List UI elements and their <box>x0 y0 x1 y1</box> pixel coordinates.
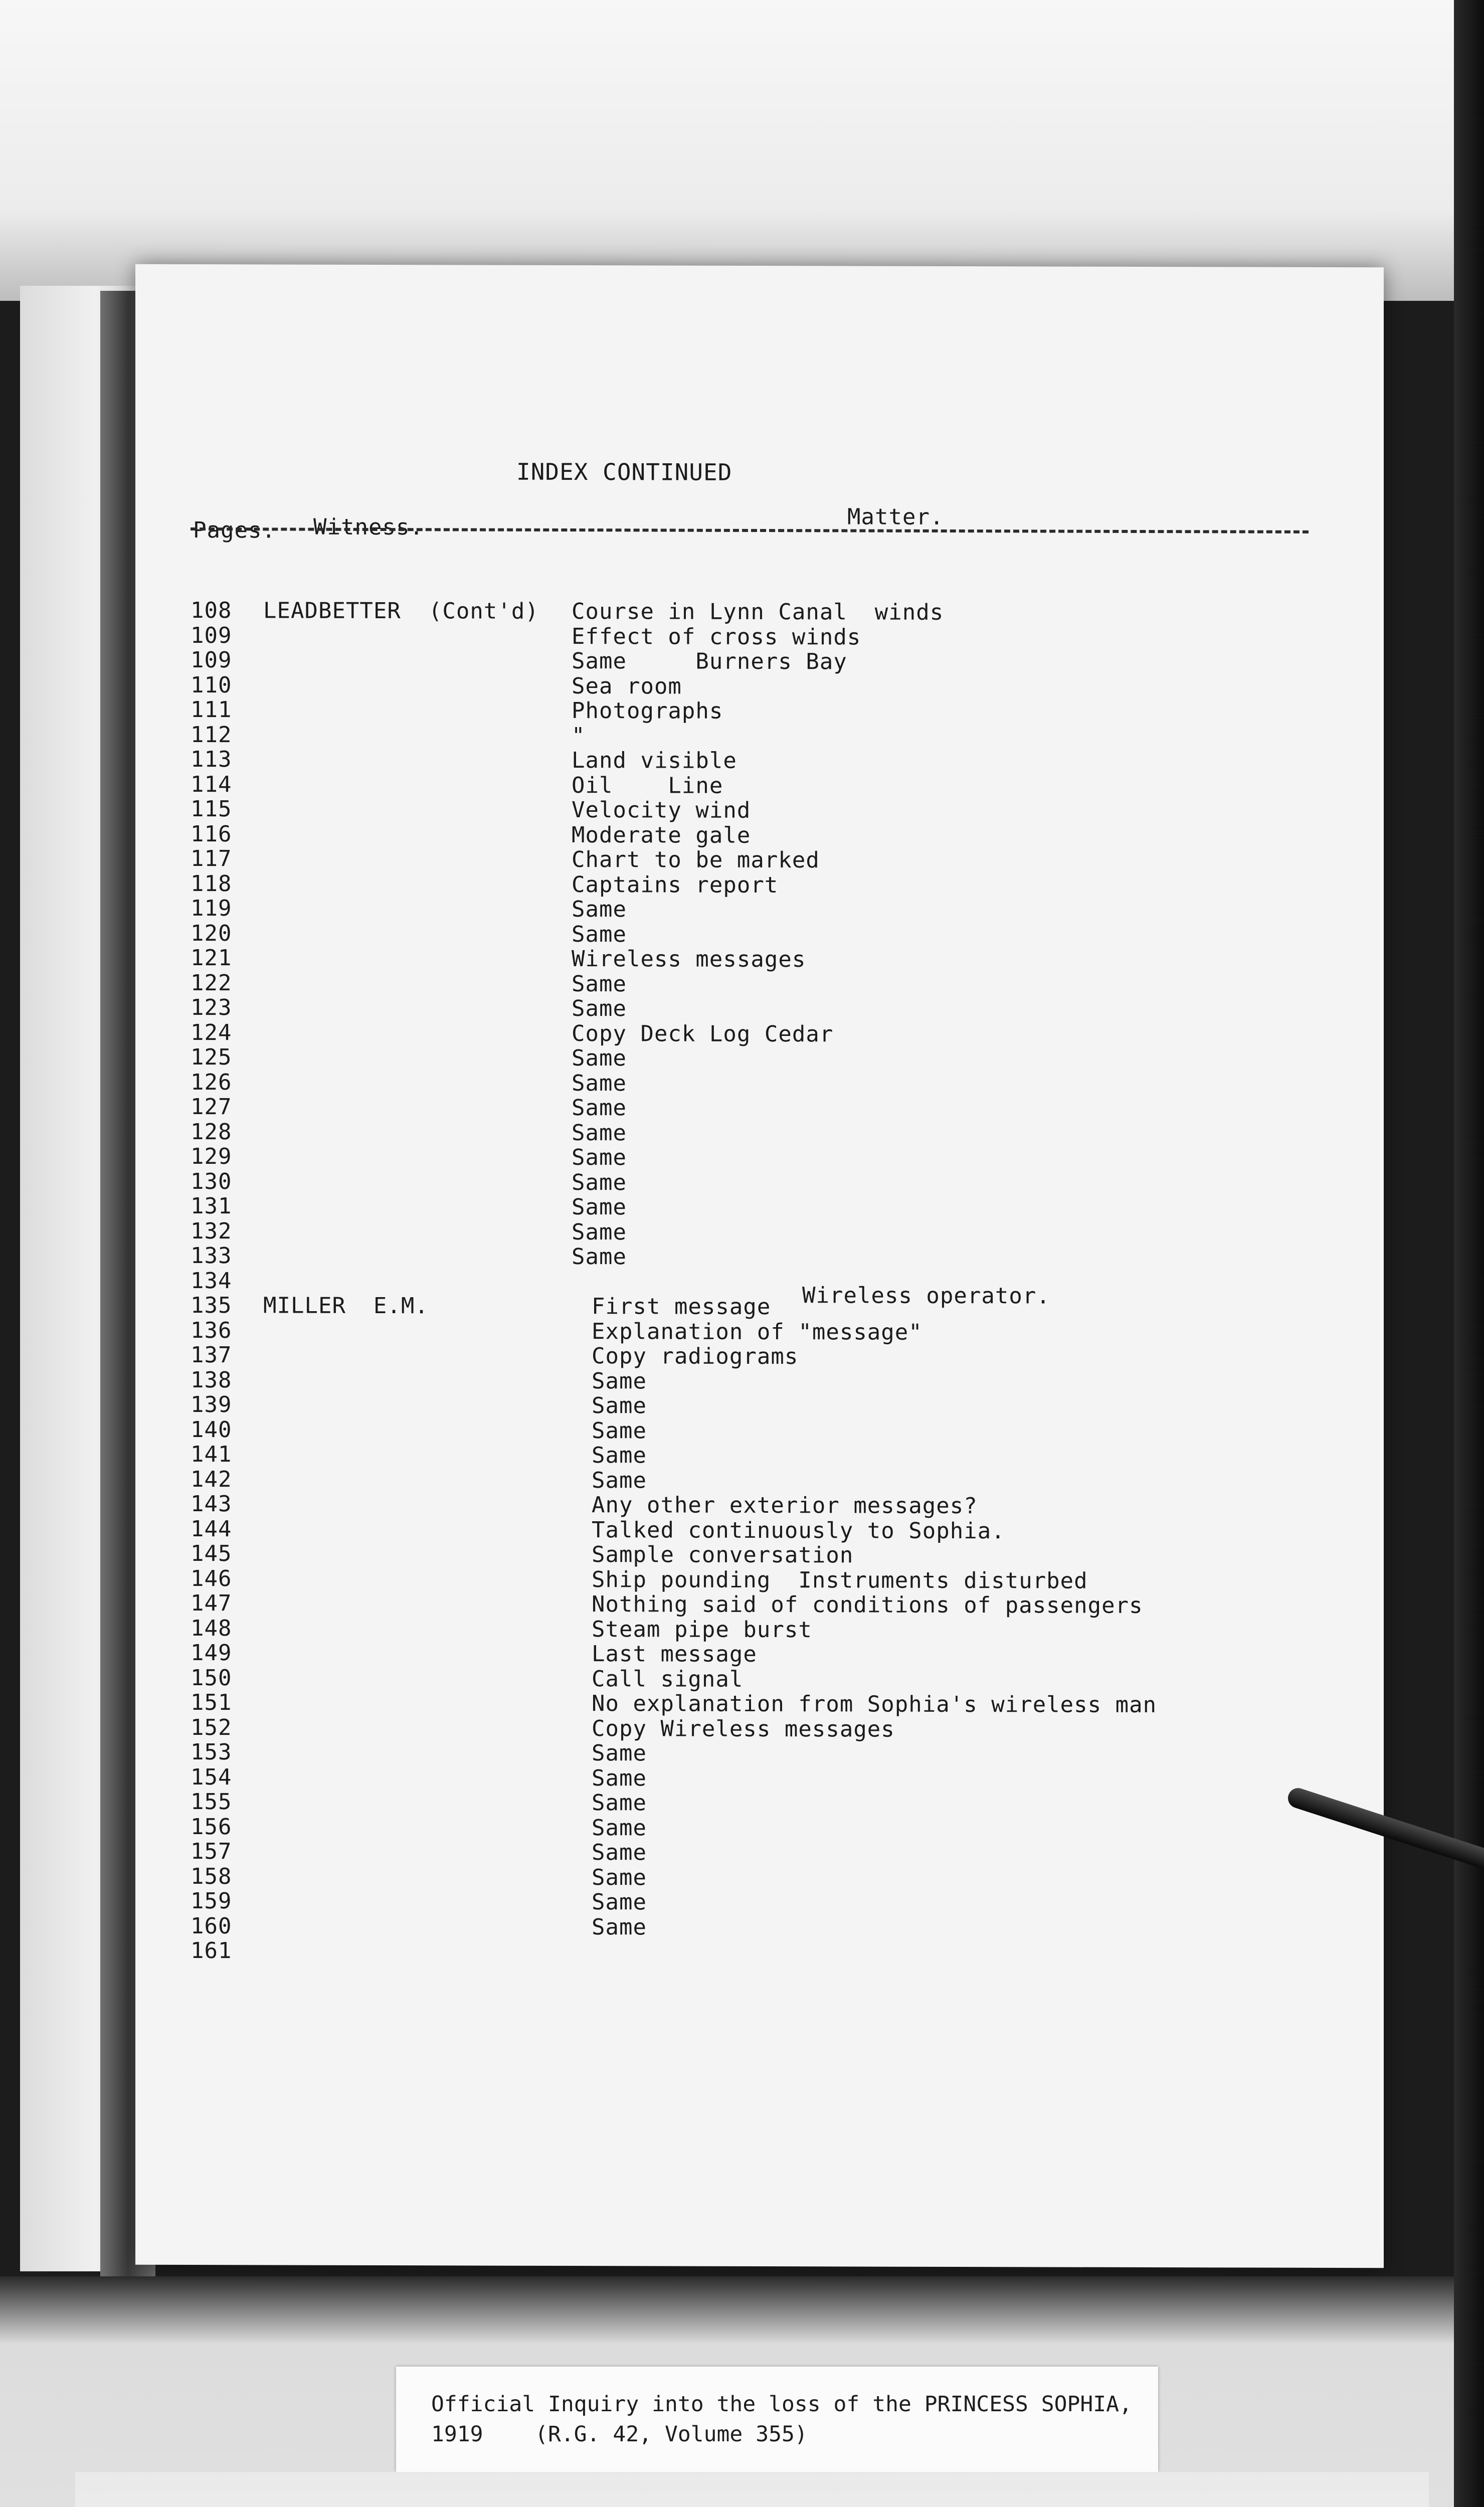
index-row <box>191 1144 1359 1172</box>
row-page-number: 122 <box>191 970 232 996</box>
index-row <box>191 1020 1359 1048</box>
row-matter: Same <box>572 996 627 1022</box>
index-row <box>191 772 1359 800</box>
index-row <box>191 846 1359 874</box>
row-matter: Copy Deck Log Cedar <box>572 1020 834 1047</box>
index-row <box>191 1417 1359 1445</box>
index-row <box>191 1814 1359 1842</box>
column-header-pages: Pages. <box>193 517 276 544</box>
row-matter: Chart to be marked <box>572 847 820 873</box>
index-row <box>191 1467 1359 1495</box>
row-page-number: 139 <box>191 1392 232 1418</box>
row-page-number: 111 <box>191 697 232 723</box>
row-matter: Same <box>592 1740 647 1766</box>
row-page-number: 150 <box>191 1665 232 1691</box>
column-header-witness: Witness. <box>313 514 424 541</box>
index-row <box>191 1913 1359 1941</box>
index-row <box>191 1888 1359 1916</box>
row-matter: Same <box>572 1095 627 1121</box>
row-page-number: 129 <box>191 1144 232 1170</box>
row-matter: Moderate gale <box>572 822 751 848</box>
row-matter: Copy Wireless messages <box>592 1715 895 1742</box>
row-matter: Call signal <box>592 1666 744 1692</box>
row-matter: Steam pipe burst <box>592 1616 812 1643</box>
row-page-number: 113 <box>191 747 232 773</box>
row-page-number: 145 <box>191 1541 232 1567</box>
row-page-number: 115 <box>191 796 232 822</box>
row-matter: Same <box>572 971 627 997</box>
row-matter: Same <box>572 921 627 947</box>
row-matter: Last message <box>592 1641 757 1667</box>
row-matter: Same <box>572 897 627 923</box>
index-row <box>191 623 1359 651</box>
row-matter: Same <box>572 1045 627 1071</box>
index-row <box>191 995 1359 1023</box>
row-page-number: 133 <box>191 1243 232 1269</box>
row-matter: Photographs <box>572 698 723 724</box>
row-page-number: 123 <box>191 995 232 1021</box>
row-matter: Same <box>592 1840 647 1866</box>
row-matter: Same <box>572 1244 627 1270</box>
row-matter: Ship pounding Instruments disturbed <box>592 1566 1088 1594</box>
caption-line-1: Official Inquiry into the loss of the PRINCESS SOPHIA, <box>431 2392 1132 2417</box>
row-matter: Talked continuously to Sophia. <box>592 1517 1005 1544</box>
index-row <box>191 1715 1359 1743</box>
row-matter: Same <box>592 1765 647 1791</box>
index-row <box>191 945 1359 973</box>
row-matter: Nothing said of conditions of passengers <box>592 1591 1143 1619</box>
row-page-number: 121 <box>191 945 232 971</box>
index-row <box>191 1293 1359 1321</box>
index-row <box>191 697 1359 725</box>
row-page-number: 161 <box>191 1938 232 1964</box>
row-page-number: 136 <box>191 1317 232 1343</box>
row-matter: Any other exterior messages? <box>592 1492 978 1519</box>
row-matter: Same <box>572 1169 627 1195</box>
row-page-number: 116 <box>191 821 232 847</box>
row-page-number: 151 <box>191 1690 232 1716</box>
row-page-number: 147 <box>191 1590 232 1617</box>
row-matter: Same <box>592 1417 647 1444</box>
row-page-number: 159 <box>191 1888 232 1914</box>
row-matter: Same <box>572 1145 627 1171</box>
index-row <box>191 1169 1359 1197</box>
index-row <box>191 1392 1359 1420</box>
row-page-number: 137 <box>191 1342 232 1368</box>
row-matter: Same <box>572 1219 627 1245</box>
row-page-number: 158 <box>191 1863 232 1889</box>
row-page-number: 110 <box>191 672 232 698</box>
index-row <box>191 970 1359 998</box>
row-page-number: 125 <box>191 1044 232 1070</box>
row-matter: Oil Line <box>572 772 723 799</box>
row-note: Wireless operator. <box>802 1282 1050 1309</box>
row-matter: Same <box>592 1889 647 1915</box>
row-page-number: 140 <box>191 1416 232 1443</box>
index-row <box>191 1516 1359 1544</box>
index-row <box>191 1864 1359 1892</box>
row-page-number: 160 <box>191 1913 232 1939</box>
row-page-number: 131 <box>191 1193 232 1219</box>
row-page-number: 117 <box>191 846 232 872</box>
index-row <box>191 647 1359 675</box>
row-matter: No explanation from Sophia's wireless man <box>592 1691 1157 1718</box>
index-row <box>191 1616 1359 1644</box>
index-row <box>191 1218 1359 1246</box>
row-page-number: 141 <box>191 1442 232 1468</box>
index-row <box>191 1193 1359 1221</box>
index-row <box>191 1566 1359 1594</box>
row-matter: Same <box>572 1194 627 1220</box>
archive-card <box>75 2472 1429 2507</box>
index-row <box>191 1839 1359 1867</box>
row-matter: Same <box>572 1070 627 1096</box>
index-row <box>191 672 1359 700</box>
row-page-number: 112 <box>191 722 232 748</box>
row-page-number: 109 <box>191 647 232 673</box>
row-page-number: 120 <box>191 920 232 946</box>
row-matter: Same <box>592 1393 647 1419</box>
index-row <box>191 1665 1359 1693</box>
sheet-heading: INDEX CONTINUED <box>516 458 732 486</box>
row-page-number: 143 <box>191 1491 232 1517</box>
row-matter: Same <box>592 1790 647 1816</box>
index-row <box>191 1491 1359 1519</box>
index-row <box>191 1367 1359 1395</box>
index-row <box>191 1690 1359 1718</box>
row-page-number: 148 <box>191 1615 232 1641</box>
row-matter: Copy radiograms <box>592 1343 799 1370</box>
index-row <box>191 1789 1359 1817</box>
index-rows <box>191 598 1359 1966</box>
row-page-number: 109 <box>191 622 232 648</box>
index-row <box>191 1243 1359 1271</box>
index-sheet <box>135 264 1384 2268</box>
row-matter: Same <box>592 1864 647 1890</box>
row-matter: " <box>572 723 586 749</box>
row-matter: Same Burners Bay <box>572 648 847 675</box>
row-page-number: 130 <box>191 1168 232 1194</box>
row-matter: Same <box>592 1443 647 1469</box>
row-page-number: 135 <box>191 1293 232 1319</box>
index-row <box>191 1119 1359 1147</box>
row-matter: Same <box>592 1914 647 1940</box>
row-page-number: 157 <box>191 1839 232 1865</box>
row-page-number: 118 <box>191 870 232 897</box>
row-page-number: 149 <box>191 1640 232 1666</box>
index-row <box>191 598 1359 626</box>
row-page-number: 128 <box>191 1119 232 1145</box>
row-page-number: 132 <box>191 1218 232 1244</box>
index-row <box>191 896 1359 924</box>
row-page-number: 134 <box>191 1268 232 1294</box>
index-row <box>191 1094 1359 1122</box>
row-page-number: 154 <box>191 1764 232 1790</box>
row-page-number: 142 <box>191 1466 232 1492</box>
row-page-number: 126 <box>191 1069 232 1095</box>
index-row <box>191 1541 1359 1569</box>
row-page-number: 153 <box>191 1739 232 1765</box>
index-row <box>191 722 1359 750</box>
row-page-number: 127 <box>191 1094 232 1120</box>
row-matter: Explanation of "message" <box>592 1318 922 1345</box>
row-matter: Same <box>592 1815 647 1841</box>
index-row <box>191 921 1359 949</box>
index-row <box>191 747 1359 775</box>
row-matter: Sea room <box>572 673 682 699</box>
index-row <box>191 821 1359 849</box>
column-header-matter: Matter. <box>847 504 944 530</box>
row-page-number: 114 <box>191 771 232 797</box>
index-row <box>191 1342 1359 1370</box>
index-row <box>191 1739 1359 1767</box>
row-matter: Course in Lynn Canal winds <box>572 599 944 625</box>
row-matter: Same <box>572 1120 627 1146</box>
index-row <box>191 1069 1359 1098</box>
row-page-number: 138 <box>191 1367 232 1393</box>
row-matter: Velocity wind <box>572 797 751 823</box>
row-page-number: 152 <box>191 1714 232 1740</box>
index-row <box>191 796 1359 824</box>
index-row <box>191 1590 1359 1619</box>
row-witness: MILLER E.M. <box>263 1293 429 1319</box>
row-page-number: 156 <box>191 1814 232 1840</box>
index-row <box>191 1640 1359 1668</box>
row-page-number: 119 <box>191 896 232 922</box>
row-matter: Land visible <box>572 748 737 774</box>
row-matter: Effect of cross winds <box>572 623 861 650</box>
index-row <box>191 1044 1359 1072</box>
row-matter: Captains report <box>572 871 779 898</box>
caption-label <box>396 2367 1158 2472</box>
row-page-number: 108 <box>191 598 232 624</box>
row-matter: Same <box>592 1368 647 1394</box>
row-page-number: 144 <box>191 1516 232 1542</box>
row-matter: First message <box>592 1294 771 1320</box>
row-matter: Wireless messages <box>572 946 806 973</box>
index-row <box>191 871 1359 899</box>
row-witness: LEADBETTER (Cont'd) <box>263 598 539 624</box>
photo-background-top <box>0 0 1454 301</box>
row-page-number: 155 <box>191 1789 232 1815</box>
index-row <box>191 1318 1359 1346</box>
row-matter: Same <box>592 1467 647 1493</box>
row-matter: Sample conversation <box>592 1542 854 1568</box>
caption-line-2: 1919 (R.G. 42, Volume 355) <box>431 2422 808 2447</box>
row-page-number: 124 <box>191 1019 232 1045</box>
index-row <box>191 1938 1359 1966</box>
index-row <box>191 1442 1359 1470</box>
row-page-number: 146 <box>191 1565 232 1591</box>
photo-edge-right <box>1454 0 1484 2507</box>
index-row <box>191 1764 1359 1793</box>
